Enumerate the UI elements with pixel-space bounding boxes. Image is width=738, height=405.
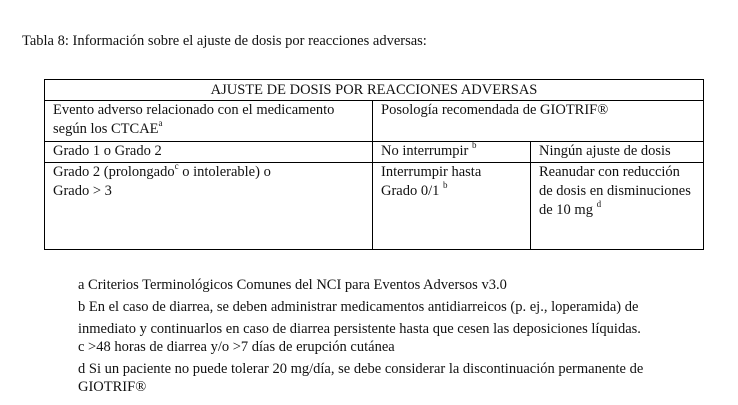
cell-event-text-3: Grado > 3: [53, 183, 112, 199]
table-title: AJUSTE DE DOSIS POR REACCIONES ADVERSAS: [45, 80, 704, 101]
cell-posology-text: No interrumpir: [381, 143, 469, 159]
cell-event: [45, 163, 373, 250]
cell-adjustment: Ningún ajuste de dosis: [531, 142, 704, 163]
cell-posology: [373, 142, 531, 163]
footnote-ref-a: a: [158, 118, 163, 129]
cell-event-text-2: o intolerable) o: [178, 164, 271, 180]
footnote-d-line1: d Si un paciente no puede tolerar 20 mg/día, se debe considerar la discontinuación permanente de: [78, 361, 644, 377]
footnote-ref-b: b: [472, 140, 477, 151]
cell-posology-line2: Grado 0/1: [381, 183, 440, 199]
footnote-b-line2: inmediato y continuarlos en caso de diarrea persistente hasta que cesen las deposiciones líquidas.: [78, 321, 641, 337]
table-row: [45, 142, 704, 163]
footnote-d-line2: GIOTRIF®: [78, 379, 147, 395]
table-title-row: [45, 80, 704, 101]
footnote-ref-d: d: [596, 199, 602, 210]
table-row: [45, 163, 704, 250]
table-caption: Tabla 8: Información sobre el ajuste de dosis por reacciones adversas:: [22, 33, 427, 49]
cell-event: Grado 1 o Grado 2: [45, 142, 373, 163]
cell-adjustment-text: Reanudar con reducción de dosis en disminuciones de 10 mg: [539, 164, 691, 218]
footnote-a: a Criterios Terminológicos Comunes del NCI para Eventos Adversos v3.0: [78, 277, 507, 293]
cell-posology: [373, 163, 531, 250]
dose-adjustment-table: [44, 79, 704, 250]
header-adverse-event-text: Evento adverso relacionado con el medicamento según los CTCAE: [53, 102, 335, 137]
header-recommended-posology: Posología recomendada de GIOTRIF®: [373, 101, 704, 142]
cell-event-text-1: Grado 2 (prolongado: [53, 164, 175, 180]
table-header-row: [45, 101, 704, 142]
footnote-ref-b: b: [443, 180, 448, 191]
cell-adjustment: [531, 163, 704, 250]
footnotes: [78, 276, 718, 396]
footnote-b-line1: b En el caso de diarrea, se deben administrar medicamentos antidiarreicos (p. ej., loperamida) de: [78, 299, 639, 315]
footnote-c: c >48 horas de diarrea y/o >7 días de erupción cutánea: [78, 339, 395, 355]
cell-posology-line1: Interrumpir hasta: [381, 164, 482, 180]
footnote-ref-c: c: [174, 161, 179, 172]
header-adverse-event: [45, 101, 373, 142]
